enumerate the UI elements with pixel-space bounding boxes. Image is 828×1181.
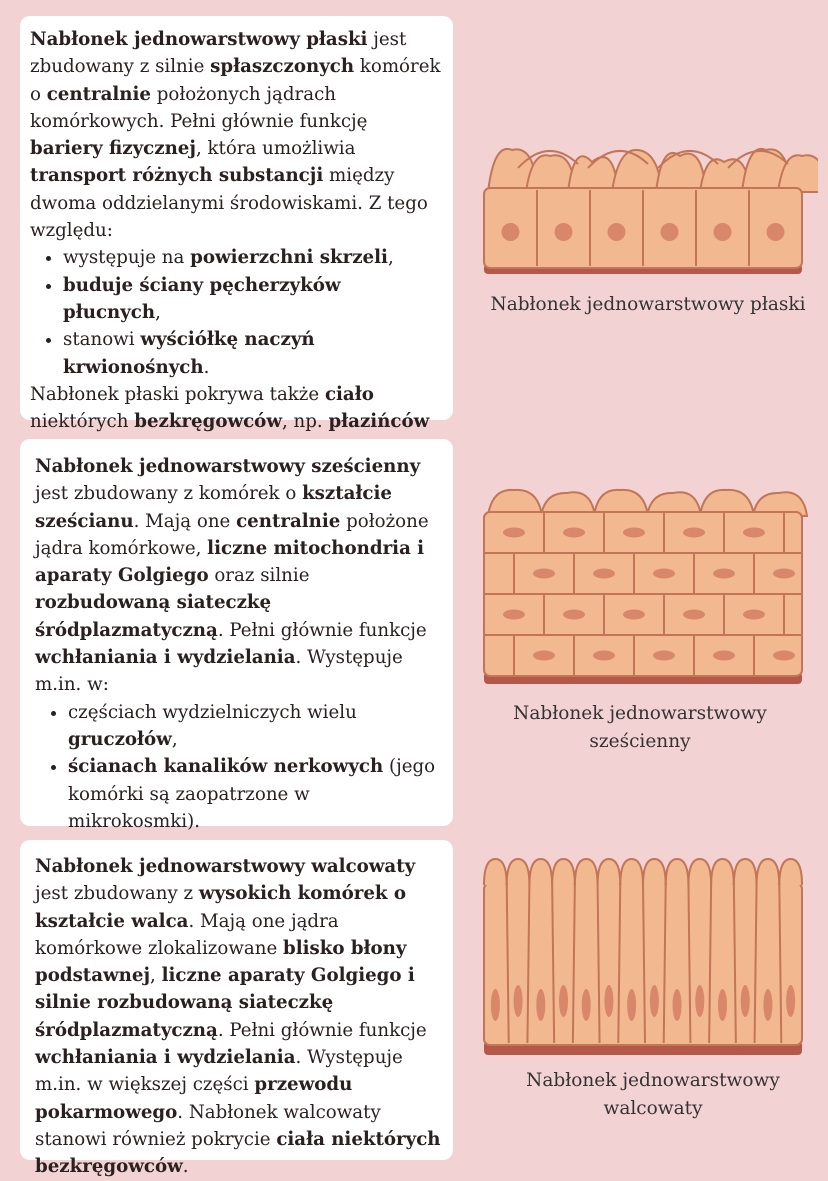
cell-apex xyxy=(598,859,621,885)
cuboidal-epithelium-illustration xyxy=(478,482,818,692)
bold-term: gruczołów xyxy=(68,728,172,750)
cell-nucleus xyxy=(683,610,705,620)
text-run: , xyxy=(171,728,178,750)
columnar-epithelium-illustration xyxy=(478,855,818,1065)
bold-term: spłaszczonych xyxy=(210,56,355,78)
bold-term: transport różnych substancji xyxy=(30,165,324,187)
cell-nucleus xyxy=(661,223,679,241)
bold-term: przewodu pokarmowego xyxy=(35,1074,353,1123)
list-item xyxy=(68,699,443,754)
cell-apex xyxy=(757,859,780,885)
cell-nucleus xyxy=(714,223,732,241)
squamous-top-cells xyxy=(488,149,818,192)
cell-nucleus xyxy=(608,223,626,241)
cell-nucleus xyxy=(503,610,525,620)
list-item xyxy=(63,326,443,381)
cuboidal-epithelium-card xyxy=(20,439,453,832)
cell-nucleus xyxy=(653,569,675,579)
bold-term: centralnie xyxy=(46,83,151,105)
squamous-caption: Nabłonek jednowarstwowy płaski xyxy=(490,294,806,315)
text-run: występuje na xyxy=(63,247,191,269)
columnar-description xyxy=(35,853,443,1181)
text-run: . xyxy=(182,1156,189,1178)
bold-term: buduje ściany pęcherzyków płucnych xyxy=(63,274,341,323)
text-run: Nabłonek płaski pokrywa także xyxy=(30,383,325,405)
cell-nucleus xyxy=(559,985,568,1017)
bold-term: kształcie sześcianu xyxy=(35,483,392,532)
text-run: między dwoma oddzielanymi środowiskami. Z tego względu: xyxy=(30,165,428,242)
cell-nucleus xyxy=(563,610,585,620)
bold-term: blisko błony podstawnej xyxy=(35,937,407,987)
list-item xyxy=(68,753,443,835)
text-run: . Mają one xyxy=(133,510,237,532)
cell-nucleus xyxy=(741,985,750,1017)
cuboidal-description xyxy=(35,453,443,699)
text-run: , xyxy=(155,301,161,323)
bold-term: wchłaniania i wydzielania xyxy=(35,1047,296,1069)
text-run: . Występuje m.in. w: xyxy=(35,647,403,696)
bold-term: liczne mitochondria i aparaty Golgiego xyxy=(35,537,425,587)
columnar-caption: Nabłonek jednowarstwowy walcowaty xyxy=(526,1070,780,1119)
cuboidal-caption: Nabłonek jednowarstwowy sześcienny xyxy=(513,703,767,752)
cell-nucleus xyxy=(533,569,555,579)
text-run: jest zbudowany z komórek o xyxy=(35,483,303,505)
text-run: . xyxy=(203,356,210,378)
bold-term: ścianach kanalików nerkowych xyxy=(68,756,384,778)
squamous-epithelium-card xyxy=(20,16,453,433)
cell-nucleus xyxy=(514,985,523,1017)
cell-nucleus xyxy=(786,985,795,1017)
text-run: . Pełni głównie funkcje xyxy=(217,619,427,641)
cell-nucleus xyxy=(713,651,735,661)
columnar-epithelium-card xyxy=(20,840,453,1178)
squamous-occurrence-list xyxy=(30,244,443,380)
bold-term: Nabłonek jednowarstwowy sześcienny xyxy=(35,456,421,477)
text-run: , xyxy=(150,965,162,987)
cuboidal-occurrence-list xyxy=(35,699,443,835)
cell-apex xyxy=(552,859,575,885)
cell-nucleus xyxy=(593,651,615,661)
cell-apex xyxy=(620,859,643,885)
cell-nucleus xyxy=(623,610,645,620)
cell-apex xyxy=(779,859,802,885)
cell-nucleus xyxy=(650,985,659,1017)
cell-nucleus xyxy=(773,569,795,579)
cell-nucleus xyxy=(491,989,500,1021)
bold-term: płazińców xyxy=(328,411,430,433)
cell-nucleus xyxy=(683,528,705,538)
cell-nucleus xyxy=(623,528,645,538)
cell-nucleus xyxy=(767,223,785,241)
cell-apex xyxy=(575,859,598,885)
text-run: położonych jądrach komórkowych. Pełni głównie funkcję xyxy=(30,83,368,132)
cell-nucleus xyxy=(502,223,520,241)
bold-term: bezkręgowców xyxy=(134,411,282,433)
flat-cell-top xyxy=(656,153,706,192)
text-run: . Występuje m.in. w większej części xyxy=(35,1047,403,1096)
bold-term: ciało xyxy=(324,383,374,405)
text-run: , np. xyxy=(281,411,329,433)
squamous-description xyxy=(30,26,443,244)
cell-nucleus xyxy=(673,989,682,1021)
cell-apex xyxy=(666,859,689,885)
bold-term: liczne aparaty Golgiego i silnie rozbudowaną siateczkę śródplazmatyczną xyxy=(35,965,415,1041)
cell-nucleus xyxy=(582,989,591,1021)
text-run: komórek o xyxy=(30,56,441,105)
bold-term: powierzchni skrzeli xyxy=(190,247,388,269)
squamous-epithelium-illustration xyxy=(478,128,818,280)
text-run: (jego komórki są zaopatrzone w mikrokosmki). xyxy=(68,756,436,832)
cell-apex xyxy=(484,859,507,885)
cell-nucleus xyxy=(604,985,613,1017)
cell-apex xyxy=(734,859,757,885)
cell-apex xyxy=(529,859,552,885)
text-run: oraz silnie xyxy=(208,565,310,587)
bold-term: wysokich komórek o kształcie walca xyxy=(35,883,406,932)
cell-nucleus xyxy=(593,569,615,579)
cell-nucleus xyxy=(718,989,727,1021)
cell-nucleus xyxy=(743,610,765,620)
text-run: . Mają one jądra komórkowe zlokalizowane xyxy=(35,910,339,959)
text-run: częściach wydzielniczych wielu xyxy=(68,701,357,723)
cell-apex xyxy=(643,859,666,885)
bold-term: bariery fizycznej xyxy=(30,138,196,160)
cell-nucleus xyxy=(763,989,772,1021)
bold-term: Nabłonek jednowarstwowy walcowaty xyxy=(35,856,416,877)
list-item xyxy=(63,272,443,327)
text-run: , xyxy=(387,247,394,269)
bold-term: Nabłonek jednowarstwowy płaski xyxy=(30,29,368,50)
cell-nucleus xyxy=(536,989,545,1021)
bold-term: rozbudowaną siateczkę śródplazmatyczną xyxy=(35,592,272,641)
cell-nucleus xyxy=(653,651,675,661)
cell-apex xyxy=(711,859,734,885)
cell-nucleus xyxy=(695,985,704,1017)
cell-nucleus xyxy=(713,569,735,579)
cell-nucleus xyxy=(743,528,765,538)
text-run: jest zbudowany z silnie xyxy=(30,29,407,78)
bold-term: ciała niektórych bezkręgowców xyxy=(35,1128,441,1178)
cell-apex xyxy=(507,859,530,885)
cell-nucleus xyxy=(773,651,795,661)
cell-nucleus xyxy=(563,528,585,538)
cell-nucleus xyxy=(533,651,555,661)
text-run: . Nabłonek walcowaty stanowi również pokrycie xyxy=(35,1101,381,1150)
text-run: stanowi xyxy=(63,329,141,351)
cell-nucleus xyxy=(627,989,636,1021)
list-item xyxy=(63,244,443,271)
text-run: położone jądra komórkowe, xyxy=(35,510,429,559)
text-run: , która umożliwia xyxy=(195,138,356,160)
text-run: jest zbudowany z xyxy=(35,883,199,905)
cell-nucleus xyxy=(555,223,573,241)
bold-term: centralnie xyxy=(236,510,341,532)
text-run: . Pełni głównie funkcje xyxy=(217,1019,427,1041)
bold-term: wchłaniania i wydzielania xyxy=(35,647,296,669)
squamous-note xyxy=(30,381,443,436)
text-run: niektórych xyxy=(30,411,135,433)
cell-nucleus xyxy=(503,528,525,538)
cell-apex xyxy=(688,859,711,885)
bold-term: wyściółkę naczyń krwionośnych xyxy=(63,329,315,378)
